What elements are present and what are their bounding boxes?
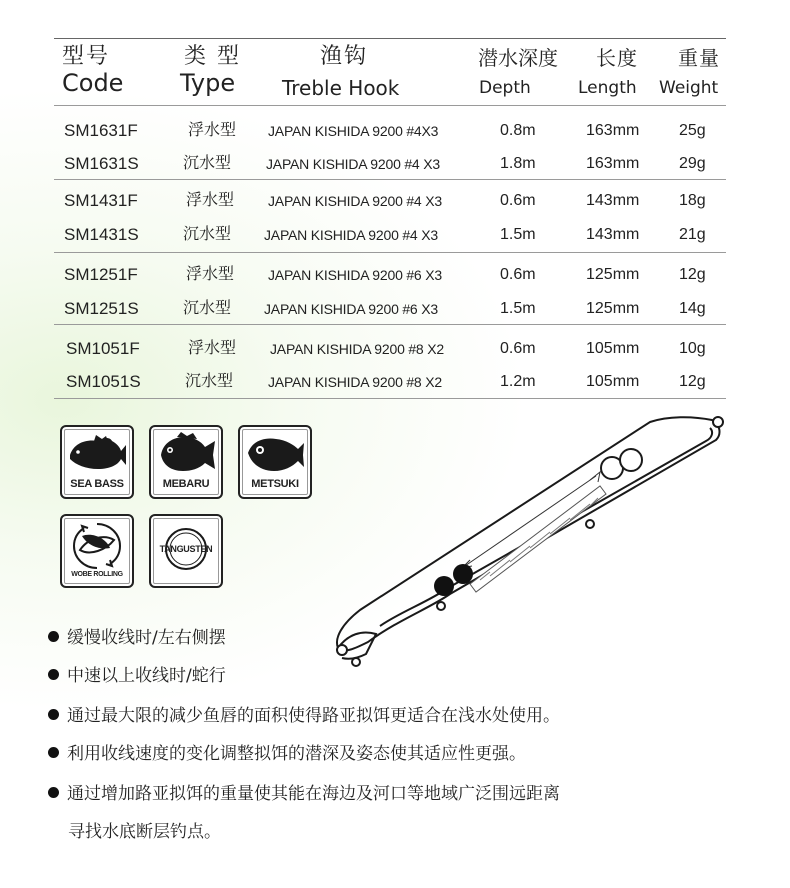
cell-type: 浮水型 [186,190,235,209]
cell-hook: JAPAN KISHIDA 9200 #6 X3 [264,301,438,317]
cell-code: SM1431F [64,191,138,210]
bullet-icon [48,669,59,680]
badge-label: TANGUSTEN [159,544,213,554]
header-hook-en: Treble Hook [282,76,400,100]
feature-item [48,630,226,647]
cell-weight: 10g [679,340,706,357]
cell-length: 163mm [586,155,640,172]
header-hook-zh: 渔钩 [320,44,369,69]
header-type-zh: 类 型 [184,44,241,69]
badge-metsuki [238,425,312,499]
cell-length: 125mm [586,266,640,283]
hook-eye-icon [352,658,360,666]
cell-weight: 29g [679,155,706,172]
cell-type: 浮水型 [186,264,235,283]
table-header-rule [54,105,726,106]
cell-depth: 1.2m [500,373,536,390]
feature-text: 通过增加路亚拟饵的重量使其能在海边及河口等地域广泛围远距离 [67,784,560,804]
badge-label: MEBARU [162,478,210,490]
badge-label: METSUKI [251,478,299,490]
cell-weight: 18g [679,192,706,209]
cell-hook: JAPAN KISHIDA 9200 #4 X3 [268,193,442,209]
feature-text: 利用收线速度的变化调整拟饵的潜深及姿态使其适应性更强。 [67,744,526,764]
feature-continuation: 寻找水底断层钓点。 [68,822,221,842]
cell-weight: 21g [679,226,706,243]
cell-type: 沉水型 [183,153,232,172]
cell-code: SM1631S [64,154,139,173]
weight-ball-icon [620,449,642,471]
weight-tube [470,486,606,592]
header-weight-en: Weight [659,78,719,98]
cell-hook: JAPAN KISHIDA 9200 #8 X2 [270,341,444,357]
cell-length: 143mm [586,226,640,243]
bullet-icon [48,709,59,720]
cell-weight: 12g [679,373,706,390]
feature-item [48,708,560,725]
cell-hook: JAPAN KISHIDA 9200 #4X3 [268,123,439,139]
bullet-icon [48,747,59,758]
line-eye-icon [713,417,723,427]
header-depth-en: Depth [479,78,531,98]
weight-ball-icon [453,564,473,584]
feature-item [48,668,226,685]
table-top-rule [54,38,726,39]
badge-sea-bass [60,425,134,499]
cell-depth: 0.6m [500,340,536,357]
cell-code: SM1251F [64,265,138,284]
cell-hook: JAPAN KISHIDA 9200 #6 X3 [268,267,442,283]
cell-length: 163mm [586,122,640,139]
cell-type: 浮水型 [188,120,237,139]
cell-length: 143mm [586,192,640,209]
header-length-zh: 长度 [596,46,638,70]
cell-length: 125mm [586,300,640,317]
feature-item [48,786,560,803]
cell-code: SM1631F [64,121,138,140]
cell-code: SM1051F [66,339,140,358]
cell-hook: JAPAN KISHIDA 9200 #4 X3 [266,156,440,172]
header-length-en: Length [578,78,637,98]
cell-weight: 12g [679,266,706,283]
hook-hanger-icon [437,602,445,610]
cell-depth: 0.8m [500,122,536,139]
feature-text: 中速以上收线时/蛇行 [67,666,226,686]
cell-depth: 1.5m [500,226,536,243]
cell-code: SM1251S [64,299,139,318]
wobble-rolling-icon [66,520,128,572]
cell-type: 沉水型 [185,371,234,390]
cell-type: 沉水型 [183,298,232,317]
cell-type: 浮水型 [188,338,237,357]
cell-weight: 14g [679,300,706,317]
badge-wobble-rolling [60,514,134,588]
header-depth-zh: 潜水深度 [478,46,558,70]
header-code-en: Code [62,69,124,97]
bullet-icon [48,787,59,798]
metsuki-fish-icon [244,431,306,475]
header-code-zh: 型号 [62,44,111,69]
group-separator [54,179,726,180]
sea-bass-fish-icon [66,431,128,475]
feature-item [48,746,526,763]
hook-hanger-icon [586,520,594,528]
cell-length: 105mm [586,373,640,390]
header-weight-zh: 重量 [678,46,720,70]
bullet-icon [48,631,59,642]
weight-ball-icon [434,576,454,596]
mebaru-fish-icon [155,431,217,475]
group-separator [54,398,726,399]
badge-label: SEA BASS [70,478,124,490]
cell-hook: JAPAN KISHIDA 9200 #8 X2 [268,374,442,390]
lure-body [337,417,719,659]
group-separator [54,252,726,253]
cell-length: 105mm [586,340,640,357]
cell-depth: 1.8m [500,155,536,172]
lure-diagram [320,408,730,670]
feature-text: 通过最大限的减少鱼唇的面积使得路亚拟饵更适合在浅水处使用。 [67,706,560,726]
cell-depth: 0.6m [500,192,536,209]
badge-mebaru [149,425,223,499]
cell-weight: 25g [679,122,706,139]
group-separator [54,324,726,325]
cell-depth: 0.6m [500,266,536,283]
header-type-en: Type [180,69,236,97]
badge-label: WOBE ROLLING [71,571,123,578]
cell-code: SM1431S [64,225,139,244]
cell-code: SM1051S [66,372,141,391]
cell-type: 沉水型 [183,224,232,243]
hook-eye-icon [337,645,347,655]
badge-tungsten [149,514,223,588]
cell-hook: JAPAN KISHIDA 9200 #4 X3 [264,227,438,243]
cell-depth: 1.5m [500,300,536,317]
feature-text: 缓慢收线时/左右侧摆 [67,628,226,648]
